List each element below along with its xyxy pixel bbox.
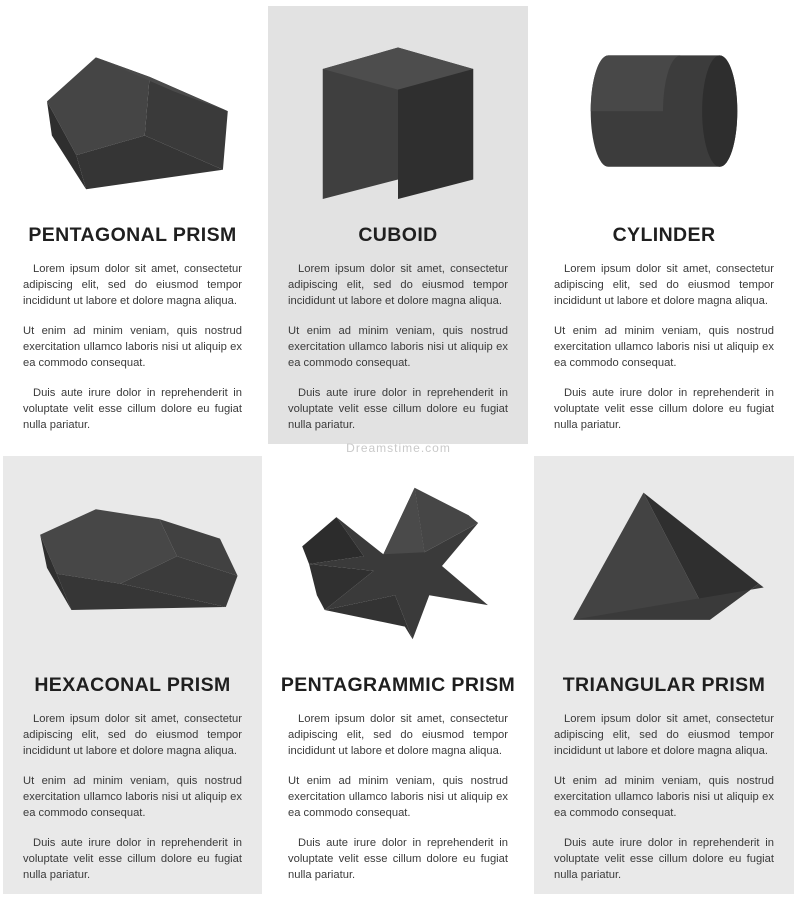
paragraph-1: Lorem ipsum dolor sit amet, consectetur adipiscing elit, sed do eiusmod tempor incididunt ut labore et dolore magna aliqua. xyxy=(554,713,774,757)
figure-triangular-prism xyxy=(534,456,794,674)
card-cuboid xyxy=(268,6,528,444)
paragraph-3: Duis aute irure dolor in reprehenderit in voluptate velit esse cillum dolore eu fugiat nulla pariatur. xyxy=(288,837,508,881)
paragraph-1: Lorem ipsum dolor sit amet, consectetur adipiscing elit, sed do eiusmod tempor incididunt ut labore et dolore magna aliqua. xyxy=(288,713,508,757)
paragraph-1: Lorem ipsum dolor sit amet, consectetur adipiscing elit, sed do eiusmod tempor incididunt ut labore et dolore magna aliqua. xyxy=(554,263,774,307)
pentagrammic-prism-icon xyxy=(268,456,528,674)
paragraph-2: Ut enim ad minim veniam, quis nostrud exercitation ullamco laboris nisi ut aliquip ex ea commodo consequat. xyxy=(554,325,774,369)
card-title: TRIANGULAR PRISM xyxy=(562,674,766,696)
card-body xyxy=(534,711,794,883)
figure-cuboid xyxy=(268,6,528,224)
cylinder-icon xyxy=(534,6,794,224)
card-title: HEXACONAL PRISM xyxy=(34,674,231,696)
card-cylinder xyxy=(534,6,794,444)
card-body xyxy=(268,261,528,433)
figure-pentagrammic-prism xyxy=(268,456,528,674)
card-title: PENTAGRAMMIC PRISM xyxy=(280,674,516,696)
card-body xyxy=(3,711,262,883)
card-title: CUBOID xyxy=(358,224,438,246)
watermark-text: Dreamstime.com xyxy=(346,441,451,455)
card-triangular-prism xyxy=(534,456,794,894)
paragraph-2: Ut enim ad minim veniam, quis nostrud exercitation ullamco laboris nisi ut aliquip ex ea commodo consequat. xyxy=(23,325,242,369)
cuboid-icon xyxy=(268,6,528,224)
figure-hexaconal-prism xyxy=(3,456,262,674)
figure-cylinder xyxy=(534,6,794,224)
paragraph-2: Ut enim ad minim veniam, quis nostrud exercitation ullamco laboris nisi ut aliquip ex ea commodo consequat. xyxy=(554,775,774,819)
card-body xyxy=(534,261,794,433)
paragraph-2: Ut enim ad minim veniam, quis nostrud exercitation ullamco laboris nisi ut aliquip ex ea commodo consequat. xyxy=(23,775,242,819)
card-hexaconal-prism xyxy=(3,456,262,894)
hexagonal-prism-icon xyxy=(3,456,262,674)
paragraph-3: Duis aute irure dolor in reprehenderit in voluptate velit esse cillum dolore eu fugiat nulla pariatur. xyxy=(554,837,774,881)
figure-pentagonal-prism xyxy=(3,6,262,224)
paragraph-3: Duis aute irure dolor in reprehenderit in voluptate velit esse cillum dolore eu fugiat nulla pariatur. xyxy=(288,387,508,431)
card-pentagrammic-prism xyxy=(268,456,528,894)
paragraph-1: Lorem ipsum dolor sit amet, consectetur adipiscing elit, sed do eiusmod tempor incididunt ut labore et dolore magna aliqua. xyxy=(23,713,242,757)
triangular-prism-icon xyxy=(534,456,794,674)
card-title: PENTAGONAL PRISM xyxy=(28,224,237,246)
card-pentagonal-prism xyxy=(3,6,262,444)
card-body xyxy=(3,261,262,433)
card-title: CYLINDER xyxy=(612,224,716,246)
paragraph-1: Lorem ipsum dolor sit amet, consectetur adipiscing elit, sed do eiusmod tempor incididunt ut labore et dolore magna aliqua. xyxy=(288,263,508,307)
paragraph-1: Lorem ipsum dolor sit amet, consectetur adipiscing elit, sed do eiusmod tempor incididunt ut labore et dolore magna aliqua. xyxy=(23,263,242,307)
paragraph-3: Duis aute irure dolor in reprehenderit in voluptate velit esse cillum dolore eu fugiat nulla pariatur. xyxy=(23,387,242,431)
paragraph-3: Duis aute irure dolor in reprehenderit in voluptate velit esse cillum dolore eu fugiat nulla pariatur. xyxy=(554,387,774,431)
pentagonal-prism-icon xyxy=(3,6,262,224)
paragraph-3: Duis aute irure dolor in reprehenderit in voluptate velit esse cillum dolore eu fugiat nulla pariatur. xyxy=(23,837,242,881)
paragraph-2: Ut enim ad minim veniam, quis nostrud exercitation ullamco laboris nisi ut aliquip ex ea commodo consequat. xyxy=(288,775,508,819)
paragraph-2: Ut enim ad minim veniam, quis nostrud exercitation ullamco laboris nisi ut aliquip ex ea commodo consequat. xyxy=(288,325,508,369)
card-body xyxy=(268,711,528,883)
